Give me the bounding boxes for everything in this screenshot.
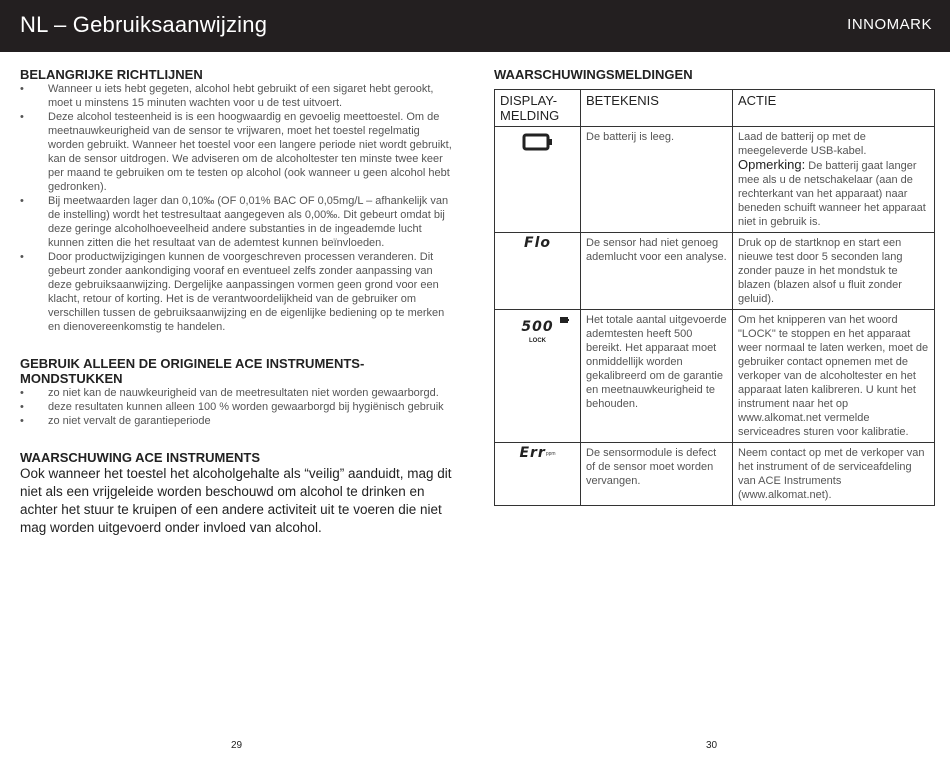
list-item-text: zo niet vervalt de garantieperiode (48, 415, 211, 427)
section-title-warnings: WAARSCHUWINGSMELDINGEN (494, 67, 693, 82)
list-item-text: Deze alcohol testeenheid is is een hoogwaardig en gevoelig meettoestel. Om de meetnauwkeurigheid van de sensor te vrijwaren, moet het toestel regelmatig worden gebruikt. Wanneer het toestel voor een langere periode niet wordt gebruikt, kan de sensor uitdrogen. We adviseren om de alcoholtester ten minste twee keer per maand te gebruiken om te testen op alcohol (ook wanneer u geen alcohol hebt gedronken). (48, 111, 452, 193)
section-title-mouthpieces: GEBRUIK ALLEEN DE ORIGINELE ACE INSTRUMENTS-MONDSTUKKEN (20, 356, 365, 386)
display-sub: LOCK (529, 338, 546, 344)
list-item (20, 110, 456, 194)
list-item-text: Bij meetwaarden lager dan 0,10‰ (OF 0,01% BAC OF 0,05mg/L – afhankelijk van de instelling) wordt het testresultaat aangegeven als 0,00‰. Dit gebeurt omdat bij deze geringe alcoholhoeveelheid andere substanties in de ingeademde lucht kunnen zitten die het resultaat van de ademtest kunnen beïnvloeden. (48, 195, 449, 249)
meaning-cell: De sensormodule is defect of de sensor moet worden vervangen. (581, 443, 733, 506)
list-item-text: zo niet kan de nauwkeurigheid van de meetresultaten niet worden gewaarborgd. (48, 387, 439, 399)
meaning-cell: De sensor had niet genoeg ademlucht voor een analyse. (581, 233, 733, 310)
display-code: 500 (521, 319, 554, 335)
section-title-guidelines: BELANGRIJKE RICHTLIJNEN (20, 67, 203, 82)
display-cell (495, 233, 581, 310)
table-row (495, 443, 935, 506)
page-title: NL – Gebruiksaanwijzing (20, 12, 268, 37)
action-cell: Neem contact op met de verkoper van het instrument of de serviceafdeling van ACE Instruments (www.alkomat.net). (733, 443, 935, 506)
guidelines-list (20, 82, 456, 334)
bullet: • (20, 387, 24, 399)
list-item-text: deze resultaten kunnen alleen 100 % worden gewaarborgd bij hygiënisch gebruik (48, 401, 444, 413)
list-item (20, 194, 456, 250)
table-row (495, 233, 935, 310)
list-item (20, 82, 456, 110)
display-cell (495, 127, 581, 233)
warning-table (494, 89, 935, 506)
bullet: • (20, 401, 24, 413)
list-item (20, 386, 456, 400)
battery-empty-icon (522, 132, 554, 156)
header-action: ACTIE (733, 90, 935, 127)
bullet: • (20, 83, 24, 95)
bullet: • (20, 251, 24, 263)
bullet: • (20, 111, 24, 123)
brand-name: INNOMARK (847, 16, 932, 33)
list-item-text: Door productwijzigingen kunnen de voorgeschreven processen veranderen. Dit gebeurt zonder aankondiging vooraf en eventueel zelfs zonder aanpassing van deze gebruiksaanwijzing. Dergelijke aanpassingen vormen geen grond voor een klacht, retour of korting. Het is de verantwoordelijkheid van de gebruiker om verschillen tussen de gebruiksaanwijzing en de eigenlijke bediening op te merken en dienovereenkomstig te handelen. (48, 251, 445, 333)
page-number-left: 29 (231, 740, 243, 751)
section-title-warning: WAARSCHUWING ACE INSTRUMENTS (20, 450, 261, 465)
warning-body: Ook wanneer het toestel het alcoholgehalte als “veilig” aanduidt, mag dit niet als een vrijgeleide worden beschouwd om alcohol te drinken en achter het stuur te kruipen of een andere activiteit uit te voeren die niet mag worden uitgevoerd onder invloed van alcohol. (20, 466, 452, 535)
action-cell: Om het knipperen van het woord "LOCK" te stoppen en het apparaat weer normaal te laten werken, moet de gebruiker contact opnemen met de verkoper van de alcoholtester en het apparaat laten kalibreren. U kunt het instrument naar het op www.alkomat.net vermelde serviceadres sturen voor kalibratie. (733, 310, 935, 443)
action-cell: Druk op de startknop en start een nieuwe test door 5 seconden lang zonder pauze in het mondstuk te blazen (blazen alsof u fluit zonder geluid). (733, 233, 935, 310)
display-code: Err (519, 445, 546, 461)
note-label: Opmerking: (738, 157, 806, 172)
bullet: • (20, 195, 24, 207)
table-row (495, 127, 935, 233)
table-row (495, 310, 935, 443)
display-cell (495, 443, 581, 506)
display-code: Flo (524, 235, 551, 251)
mouthpieces-list (20, 386, 456, 428)
action-cell (733, 127, 935, 233)
header-display: DISPLAY-MELDING (495, 90, 581, 127)
list-item (20, 400, 456, 414)
display-sub: ppm (545, 451, 556, 457)
header-meaning: BETEKENIS (581, 90, 733, 127)
list-item-text: Wanneer u iets hebt gegeten, alcohol hebt gebruikt of een sigaret hebt gerookt, moet u minstens 15 minuten wachten voor u de test uitvoert. (48, 83, 434, 109)
meaning-cell: De batterij is leeg. (581, 127, 733, 233)
list-item (20, 414, 456, 428)
display-cell (495, 310, 581, 443)
table-header-row (495, 90, 935, 127)
right-column (494, 67, 934, 506)
meaning-cell: Het totale aantal uitgevoerde ademtesten heeft 500 bereikt. Het apparaat moet onmiddellijk worden gekalibreerd om de garantie en meetnauwkeurigheid te behouden. (581, 310, 733, 443)
note-text: De batterij gaat langer mee als u de netschakelaar (aan de rechterkant van het apparaat) naar beneden schuift wanneer het apparaat niet in gebruik is. (738, 160, 926, 228)
bullet: • (20, 415, 24, 427)
left-column (20, 67, 456, 537)
action-text: Laad de batterij op met de meegeleverde USB-kabel. (738, 131, 867, 157)
page-header (0, 0, 950, 52)
list-item (20, 250, 456, 334)
page-number-right: 30 (706, 740, 718, 751)
